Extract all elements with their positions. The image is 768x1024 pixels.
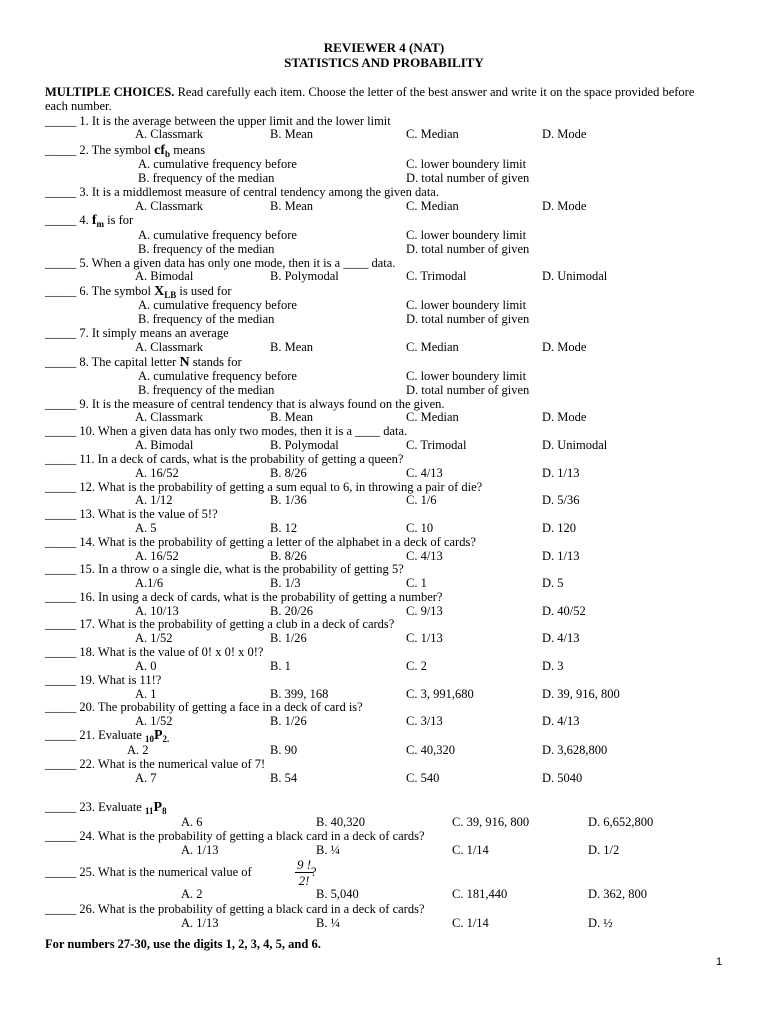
question-text-end: stands for [189,355,242,369]
question-text: 9. It is the measure of central tendency that is always found on the given. [79,397,445,411]
answer-option: D. 6,652,800 [588,815,654,829]
answer-option: A. 5 [135,521,157,535]
answer-option: C. lower boundery limit [406,369,527,383]
answer-option: B. 399, 168 [270,687,329,701]
math-symbol: X [154,284,165,299]
answer-blank: _____ [45,645,77,659]
answer-option: B. Polymodal [270,269,339,283]
answer-option: C. lower boundery limit [406,157,527,171]
answer-option: C. Median [406,127,459,141]
answer-option: A. 1 [135,687,157,701]
math-symbol: N [179,355,190,370]
symbol-prefix-subscript: 11 [144,806,154,816]
question-text: 13. What is the value of 5!? [79,507,218,521]
instructions [45,86,705,113]
answer-option: A. 1/12 [135,493,173,507]
answer-option: C. Median [406,410,459,424]
answer-option: B. 90 [270,743,298,757]
answer-blank: _____ [45,800,77,814]
answer-blank: _____ [45,355,77,369]
footer-note: For numbers 27-30, use the digits 1, 2, 3, 4, 5, and 6. [45,937,321,951]
answer-blank: _____ [45,535,77,549]
answer-option: D. 362, 800 [588,887,648,901]
answer-blank: _____ [45,700,77,714]
answer-blank: _____ [45,185,77,199]
answer-option: B. 20/26 [270,604,314,618]
question-text-end: is for [104,213,134,227]
question-text: 4. [79,213,92,227]
answer-blank: _____ [45,424,77,438]
question-line [45,700,363,714]
question-text: 5. When a given data has only one mode, then it is a ____ data. [79,256,396,270]
answer-option: C. 10 [406,521,434,535]
answer-option: A. cumulative frequency before [138,157,297,171]
question-text: 19. What is 11!? [79,673,162,687]
answer-option: B. 54 [270,771,298,785]
question-text: 26. What is the probability of getting a black card in a deck of cards? [79,902,425,916]
question-text: 8. The capital letter [79,355,180,369]
question-text: 23. Evaluate [79,800,145,814]
answer-option: C. 1/14 [452,843,489,857]
answer-option: C. Trimodal [406,438,467,452]
question-text: 3. It is a middlemost measure of central tendency among the given data. [79,185,439,199]
answer-option: A. 6 [181,815,203,829]
math-symbol: cf [154,143,166,158]
answer-option: C. Median [406,199,459,213]
answer-option: B. frequency of the median [138,383,275,397]
answer-option: D. 1/13 [542,549,580,563]
answer-blank: _____ [45,326,77,340]
fraction-denominator: 2! [298,873,310,888]
answer-option: D. 1/2 [588,843,620,857]
question-text: 1. It is the average between the upper limit and the lower limit [79,114,391,128]
question-line [45,535,476,549]
answer-option: C. Trimodal [406,269,467,283]
answer-option: A. cumulative frequency before [138,298,297,312]
answer-option: B. 1/3 [270,576,301,590]
question-text: 11. In a deck of cards, what is the probability of getting a queen? [79,452,404,466]
symbol-subscript: LB [164,290,177,300]
answer-option: A. cumulative frequency before [138,228,297,242]
question-line [45,645,263,659]
answer-blank: _____ [45,452,77,466]
answer-option: A. 1/13 [181,843,219,857]
question-text: 16. In using a deck of cards, what is the probability of getting a number? [79,590,443,604]
answer-option: D. ½ [588,916,613,930]
question-line [45,865,252,879]
answer-option: A. 1/52 [135,714,173,728]
answer-option: D. total number of given [406,242,530,256]
question-text: 15. In a throw o a single die, what is the probability of getting 5? [79,562,404,576]
question-text: 24. What is the probability of getting a black card in a deck of cards? [79,829,425,843]
instructions-lead: MULTIPLE CHOICES. [45,85,175,99]
answer-option: A.1/6 [135,576,164,590]
answer-option: D. total number of given [406,383,530,397]
symbol-subscript: m [96,219,105,229]
answer-option: C. 181,440 [452,887,508,901]
question-text: 6. The symbol [79,284,155,298]
question-text: 18. What is the value of 0! x 0! x 0!? [79,645,264,659]
question-text: 14. What is the probability of getting a letter of the alphabet in a deck of cards? [79,535,476,549]
question-line [45,728,169,746]
answer-option: D. Mode [542,199,587,213]
answer-option: A. 2 [127,743,149,757]
question-text: 20. The probability of getting a face in a deck of card is? [79,700,363,714]
answer-option: B. Mean [270,340,314,354]
answer-blank: _____ [45,673,77,687]
question-text: 10. When a given data has only two modes, then it is a ____ data. [79,424,408,438]
answer-option: D. 3 [542,659,564,673]
question-line [45,114,391,128]
answer-option: D. 4/13 [542,714,580,728]
answer-blank: _____ [45,213,77,227]
question-line [45,185,439,199]
answer-option: C. 3/13 [406,714,443,728]
answer-option: A. 0 [135,659,157,673]
answer-option: D. 5 [542,576,564,590]
question-text-end: means [170,143,206,157]
answer-blank: _____ [45,397,77,411]
answer-option: A. Classmark [135,340,204,354]
answer-blank: _____ [45,480,77,494]
answer-option: A. 10/13 [135,604,179,618]
question-line [45,562,404,576]
answer-option: A. 1/52 [135,631,173,645]
math-symbol: P [153,800,163,815]
answer-blank: _____ [45,829,77,843]
answer-option: B. frequency of the median [138,171,275,185]
answer-option: B. 8/26 [270,549,307,563]
answer-option: D. Mode [542,410,587,424]
question-line [45,829,425,843]
answer-option: D. Unimodal [542,269,608,283]
answer-option: C. 1/13 [406,631,443,645]
question-text-end: is used for [176,284,232,298]
answer-blank: _____ [45,728,77,742]
answer-option: B. 40,320 [316,815,365,829]
answer-option: D. Mode [542,340,587,354]
question-line [45,617,394,631]
question-line [45,507,218,521]
answer-option: C. 4/13 [406,549,443,563]
answer-option: B. 1 [270,659,291,673]
answer-option: C. 540 [406,771,440,785]
answer-option: A. Classmark [135,199,204,213]
question-text: 17. What is the probability of getting a club in a deck of cards? [79,617,395,631]
answer-option: B. frequency of the median [138,312,275,326]
answer-option: C. 39, 916, 800 [452,815,530,829]
answer-option: A. 1/13 [181,916,219,930]
answer-option: A. Bimodal [135,438,194,452]
answer-blank: _____ [45,256,77,270]
question-line [45,800,167,818]
instructions-text: Read carefully each item. Choose the letter of the best answer and write it on the space provided before each number. [45,85,695,113]
page-number: 1 [716,956,723,968]
answer-option: B. 1/26 [270,714,307,728]
answer-option: B. 5,040 [316,887,359,901]
question-line [45,213,133,231]
answer-option: D. total number of given [406,171,530,185]
answer-option: B. ¼ [316,916,340,930]
question-text: 12. What is the probability of getting a sum equal to 6, in throwing a pair of die? [79,480,483,494]
answer-option: B. ¼ [316,843,340,857]
answer-option: C. 3, 991,680 [406,687,474,701]
answer-option: A. cumulative frequency before [138,369,297,383]
question-line [45,256,395,270]
answer-option: B. 1/26 [270,631,307,645]
symbol-subscript: b [165,149,171,159]
answer-option: C. 1/14 [452,916,489,930]
answer-option: B. 12 [270,521,298,535]
document-subtitle: STATISTICS AND PROBABILITY [284,55,484,70]
answer-option: C. 9/13 [406,604,443,618]
answer-option: D. Mode [542,127,587,141]
answer-blank: _____ [45,865,77,879]
math-symbol: P [153,728,163,743]
answer-blank: _____ [45,562,77,576]
answer-option: B. Mean [270,410,314,424]
answer-option: A. 7 [135,771,157,785]
question-text: 22. What is the numerical value of 7! [79,757,266,771]
question-text: 2. The symbol [79,143,155,157]
question-text: 25. What is the numerical value of [79,865,252,879]
symbol-prefix-subscript: 10 [144,734,154,744]
answer-option: C. 4/13 [406,466,443,480]
answer-blank: _____ [45,757,77,771]
question-line [45,326,229,340]
answer-option: A. Classmark [135,127,204,141]
question-line [45,424,407,438]
question-line [45,590,442,604]
answer-option: C. Median [406,340,459,354]
question-line [45,355,242,370]
answer-option: B. Mean [270,127,314,141]
question-text: 21. Evaluate [79,728,145,742]
answer-option: B. 8/26 [270,466,307,480]
answer-option: D. 40/52 [542,604,586,618]
answer-option: A. Classmark [135,410,204,424]
answer-option: D. 120 [542,521,577,535]
answer-option: D. 5/36 [542,493,580,507]
answer-option: D. 39, 916, 800 [542,687,620,701]
answer-option: A. 16/52 [135,549,179,563]
question-line [45,902,425,916]
answer-option: D. 3,628,800 [542,743,608,757]
answer-option: C. 1/6 [406,493,437,507]
math-symbol: f [91,213,97,228]
answer-option: B. frequency of the median [138,242,275,256]
answer-option: D. Unimodal [542,438,608,452]
answer-option: A. 16/52 [135,466,179,480]
fraction-numerator: 9 ! [297,857,312,872]
answer-blank: _____ [45,617,77,631]
question-text: 7. It simply means an average [79,326,229,340]
answer-option: D. 4/13 [542,631,580,645]
question-line [45,397,445,411]
answer-blank: _____ [45,143,77,157]
answer-blank: _____ [45,284,77,298]
answer-blank: _____ [45,114,77,128]
answer-option: B. 1/36 [270,493,307,507]
symbol-subscript: 8 [162,806,167,816]
answer-option: B. Mean [270,199,314,213]
symbol-subscript: 2. [162,734,170,744]
answer-option: C. lower boundery limit [406,228,527,242]
answer-blank: _____ [45,507,77,521]
answer-option: C. 40,320 [406,743,455,757]
question-line [45,452,403,466]
answer-option: D. total number of given [406,312,530,326]
answer-option: D. 1/13 [542,466,580,480]
fraction-question-mark: ? [311,865,317,879]
answer-option: D. 5040 [542,771,583,785]
question-line [45,480,482,494]
answer-blank: _____ [45,902,77,916]
answer-option: C. lower boundery limit [406,298,527,312]
question-line [45,757,265,771]
answer-option: A. Bimodal [135,269,194,283]
document-title: REVIEWER 4 (NAT) [323,40,445,55]
question-line [45,673,161,687]
answer-option: A. 2 [181,887,203,901]
answer-option: C. 2 [406,659,427,673]
answer-option: B. Polymodal [270,438,339,452]
answer-option: C. 1 [406,576,427,590]
answer-blank: _____ [45,590,77,604]
